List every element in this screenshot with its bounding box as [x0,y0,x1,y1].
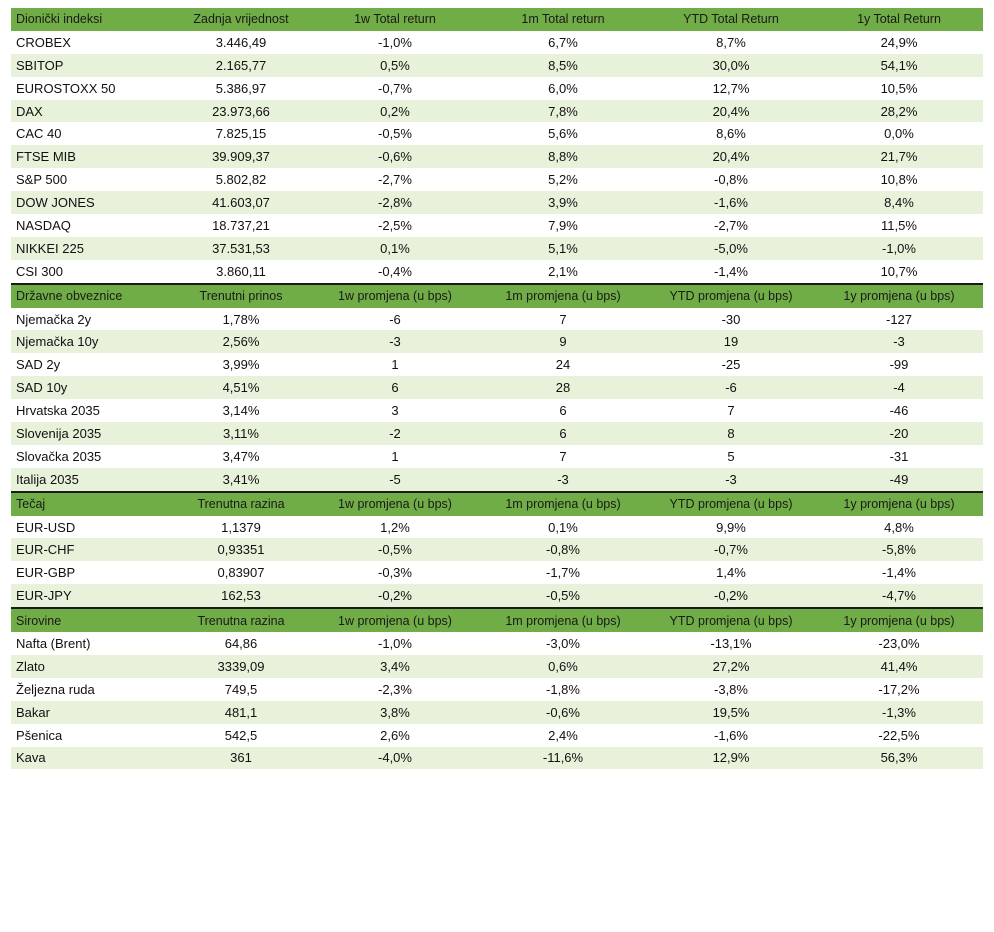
value-cell: 7,9% [548,217,578,233]
value-cell: 0,6% [548,658,578,674]
value-cell: -25 [721,357,741,373]
value-cell: 10,5% [880,80,918,96]
value-cell: 37.531,53 [212,240,270,256]
value-cell: 18.737,21 [212,217,270,233]
value-cell: 481,1 [224,704,258,720]
value-cell: 2,1% [548,263,578,279]
header-cell: Državne obveznice [16,289,123,304]
value-cell: 4,8% [884,519,914,535]
value-cell: 542,5 [224,727,258,743]
value-cell: 6 [559,403,567,419]
value-cell: 3.860,11 [216,263,266,279]
value-cell: -1,0% [378,635,412,651]
header-cell: Zadnja vrijednost [193,12,289,27]
value-cell: -3 [893,334,905,350]
header-cell: Trenutni prinos [199,289,283,304]
header-cell: 1y promjena (u bps) [843,613,955,628]
value-cell: -1,8% [546,681,580,697]
header-cell: YTD promjena (u bps) [669,289,793,304]
value-cell: -0,7% [714,542,748,558]
value-cell: 3,4% [380,658,410,674]
value-cell: -5,8% [882,542,916,558]
header-row [11,609,983,632]
value-cell: -6 [389,311,401,327]
value-cell: -46 [889,403,909,419]
row-label: Pšenica [16,727,63,743]
value-cell: -3 [389,334,401,350]
value-cell: 8,8% [548,149,578,165]
value-cell: 8,7% [716,34,746,50]
value-cell: -1,6% [714,195,748,211]
header-cell: 1m promjena (u bps) [505,497,621,512]
value-cell: -0,8% [714,172,748,188]
value-cell: 41.603,07 [212,195,270,211]
table-row [11,399,983,422]
value-cell: -0,2% [714,588,748,604]
value-cell: -0,8% [546,542,580,558]
header-cell: Sirovine [16,613,62,628]
table-row [11,191,983,214]
table-row [11,516,983,539]
value-cell: 3.446,49 [215,34,267,50]
value-cell: 4,51% [222,380,260,396]
value-cell: -0,5% [546,588,580,604]
header-cell: 1y promjena (u bps) [843,289,955,304]
value-cell: 41,4% [880,658,918,674]
value-cell: -30 [721,311,741,327]
value-cell: 6,0% [548,80,578,96]
table-row [11,100,983,123]
table-row [11,168,983,191]
value-cell: -1,0% [882,240,916,256]
value-cell: 21,7% [880,149,918,165]
value-cell: 1,2% [380,519,410,535]
value-cell: 3,47% [222,448,260,464]
row-label: EUR-USD [16,519,76,535]
value-cell: -4,7% [882,588,916,604]
value-cell: -3 [557,471,569,487]
header-cell: 1y Total Return [857,12,941,27]
table-row [11,145,983,168]
table-row [11,353,983,376]
value-cell: -2,7% [378,172,412,188]
value-cell: 5.802,82 [215,172,267,188]
value-cell: 1,1379 [221,519,261,535]
value-cell: -2,7% [714,217,748,233]
value-cell: 0,93351 [217,542,265,558]
value-cell: 1 [391,357,399,373]
row-label: Slovenija 2035 [16,425,102,441]
header-cell: 1m promjena (u bps) [505,289,621,304]
value-cell: -1,6% [714,727,748,743]
value-cell: -6 [725,380,737,396]
table-row [11,655,983,678]
value-cell: 162,53 [221,588,261,604]
row-label: Zlato [16,658,45,674]
section-sirovine [11,609,983,769]
table-row [11,701,983,724]
value-cell: 3,8% [380,704,410,720]
value-cell: 20,4% [712,149,750,165]
header-cell: Tečaj [16,497,46,512]
value-cell: 2.165,77 [215,57,267,73]
value-cell: 56,3% [880,750,918,766]
table-row [11,632,983,655]
row-label: CAC 40 [16,126,62,142]
value-cell: 20,4% [712,103,750,119]
row-label: DAX [16,103,43,119]
table-row [11,31,983,54]
value-cell: 1,4% [716,565,746,581]
value-cell: 27,2% [712,658,750,674]
row-label: SBITOP [16,57,64,73]
value-cell: -17,2% [878,681,920,697]
value-cell: 19,5% [712,704,750,720]
value-cell: 1,78% [222,311,260,327]
value-cell: -0,6% [378,149,412,165]
table-row [11,376,983,399]
value-cell: 8,4% [884,195,914,211]
value-cell: -0,2% [378,588,412,604]
value-cell: 3 [391,403,399,419]
table-row [11,678,983,701]
value-cell: 5,2% [548,172,578,188]
value-cell: 64,86 [224,635,258,651]
section-obveznice [11,285,983,491]
value-cell: 10,8% [880,172,918,188]
value-cell: 5.386,97 [215,80,267,96]
header-cell: 1w promjena (u bps) [338,497,452,512]
row-label: NASDAQ [16,217,71,233]
value-cell: -5,0% [714,240,748,256]
header-row [11,493,983,516]
table-row [11,54,983,77]
value-cell: -4,0% [378,750,412,766]
table-row [11,747,983,770]
row-label: Željezna ruda [16,681,95,697]
table-row [11,214,983,237]
value-cell: -0,4% [378,263,412,279]
value-cell: -1,7% [546,565,580,581]
value-cell: 5 [727,448,735,464]
value-cell: 361 [230,750,252,766]
value-cell: 24,9% [880,34,918,50]
value-cell: 11,5% [881,217,917,233]
header-cell: 1m promjena (u bps) [505,613,621,628]
value-cell: 7.825,15 [215,126,267,142]
value-cell: -22,5% [878,727,920,743]
row-label: Bakar [16,704,50,720]
value-cell: 5,1% [548,240,578,256]
table-row [11,468,983,491]
table-row [11,308,983,331]
value-cell: 30,0% [712,57,750,73]
value-cell: 3,11% [223,425,259,441]
header-cell: Trenutna razina [197,497,285,512]
value-cell: 24 [555,357,571,373]
value-cell: -2,5% [378,217,412,233]
value-cell: 0,1% [380,240,410,256]
value-cell: 10,7% [880,263,918,279]
value-cell: 3,41% [222,471,260,487]
row-label: SAD 10y [16,380,68,396]
table-row [11,538,983,561]
header-cell: YTD Total Return [683,12,779,27]
value-cell: 0,0% [884,126,914,142]
value-cell: 28,2% [880,103,918,119]
header-row [11,285,983,308]
row-label: SAD 2y [16,357,61,373]
value-cell: 1 [391,448,399,464]
value-cell: -5 [389,471,401,487]
value-cell: -0,5% [378,126,412,142]
header-cell: 1w promjena (u bps) [338,613,452,628]
value-cell: 7,8% [548,103,578,119]
market-data-table [11,8,983,769]
value-cell: 9 [559,334,567,350]
value-cell: 0,1% [548,519,578,535]
value-cell: -11,6% [542,750,584,766]
value-cell: -4 [893,380,905,396]
value-cell: 54,1% [880,57,918,73]
value-cell: 2,4% [548,727,578,743]
value-cell: 9,9% [716,519,746,535]
row-label: Hrvatska 2035 [16,403,100,419]
value-cell: 3339,09 [217,658,265,674]
section-tecaj [11,493,983,607]
value-cell: 7 [727,403,735,419]
value-cell: -3 [725,471,737,487]
value-cell: 0,2% [380,103,410,119]
table-row [11,77,983,100]
value-cell: 3,9% [548,195,578,211]
table-row [11,422,983,445]
table-row [11,445,983,468]
value-cell: -49 [889,471,909,487]
header-cell: Dionički indeksi [16,12,103,27]
table-row [11,260,983,283]
value-cell: 3,99% [222,357,260,373]
table-row [11,584,983,607]
value-cell: 6,7% [548,34,578,50]
value-cell: 8,5% [548,57,578,73]
table-row [11,561,983,584]
value-cell: 2,6% [380,727,410,743]
row-label: DOW JONES [16,195,95,211]
value-cell: 8 [727,425,735,441]
value-cell: 0,83907 [217,565,265,581]
value-cell: 12,9% [712,750,750,766]
value-cell: -0,6% [546,704,580,720]
value-cell: -99 [889,357,909,373]
value-cell: 6 [559,425,567,441]
row-label: Njemačka 2y [16,311,92,327]
value-cell: -1,0% [378,34,412,50]
value-cell: -0,7% [378,80,412,96]
value-cell: 28 [555,380,571,396]
value-cell: 749,5 [224,681,258,697]
row-label: S&P 500 [16,172,68,188]
value-cell: 2,56% [222,334,260,350]
value-cell: 12,7% [712,80,750,96]
header-row [11,8,983,31]
value-cell: -23,0% [878,635,920,651]
row-label: Italija 2035 [16,471,79,487]
value-cell: 19 [723,334,739,350]
value-cell: -127 [885,311,913,327]
row-label: Njemačka 10y [16,334,99,350]
table-row [11,724,983,747]
row-label: Kava [16,750,46,766]
value-cell: -2 [389,425,401,441]
value-cell: 23.973,66 [212,103,270,119]
header-cell: 1w Total return [354,12,436,27]
row-label: FTSE MIB [16,149,76,165]
value-cell: -3,8% [714,681,748,697]
value-cell: 5,6% [548,126,578,142]
value-cell: 7 [559,448,567,464]
header-cell: YTD promjena (u bps) [669,497,793,512]
value-cell: -2,8% [378,195,412,211]
value-cell: -13,1% [710,635,752,651]
header-cell: Trenutna razina [197,613,285,628]
value-cell: -2,3% [378,681,412,697]
value-cell: 0,5% [380,57,410,73]
value-cell: -0,5% [378,542,412,558]
value-cell: -1,4% [714,263,748,279]
row-label: EUROSTOXX 50 [16,80,116,96]
value-cell: 6 [391,380,399,396]
header-cell: 1w promjena (u bps) [338,289,452,304]
row-label: Slovačka 2035 [16,448,102,464]
header-cell: 1m Total return [521,12,605,27]
value-cell: 3,14% [222,403,260,419]
value-cell: 7 [559,311,567,327]
row-label: Nafta (Brent) [16,635,91,651]
row-label: EUR-GBP [16,565,76,581]
row-label: CSI 300 [16,263,63,279]
value-cell: 8,6% [716,126,746,142]
header-cell: YTD promjena (u bps) [669,613,793,628]
value-cell: -0,3% [378,565,412,581]
section-dionicki [11,8,983,283]
value-cell: -1,3% [882,704,916,720]
table-row [11,122,983,145]
header-cell: 1y promjena (u bps) [843,497,955,512]
table-row [11,237,983,260]
value-cell: -3,0% [546,635,580,651]
row-label: EUR-CHF [16,542,75,558]
table-row [11,330,983,353]
row-label: CROBEX [16,34,71,50]
value-cell: -31 [889,448,909,464]
row-label: NIKKEI 225 [16,240,84,256]
value-cell: -1,4% [882,565,916,581]
row-label: EUR-JPY [16,588,72,604]
value-cell: 39.909,37 [212,149,270,165]
value-cell: -20 [889,425,909,441]
